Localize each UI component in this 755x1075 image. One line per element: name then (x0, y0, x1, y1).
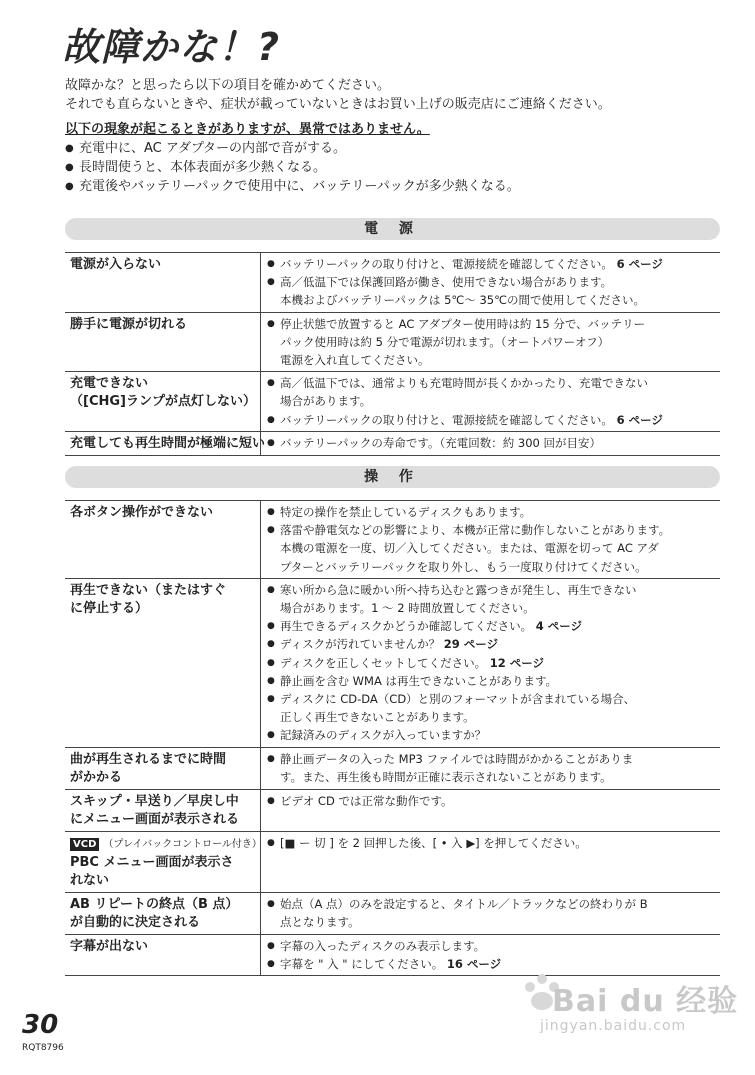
symptom-cell (65, 748, 261, 789)
remedy-text: 場合があります。 (280, 394, 372, 409)
intro-text (65, 76, 611, 114)
page-reference: 6 ページ (616, 257, 663, 271)
symptom-cell (65, 935, 261, 975)
page-reference: 12 ページ (489, 655, 545, 670)
remedy-item (267, 726, 720, 744)
remedy-text: 電源を入れ直してください。 (280, 353, 430, 368)
remedy-text: ● [■ ー 切 ] を 2 回押した後、[ • 入 ▶] を押してください。 (280, 835, 587, 850)
remedy-text: ● バッテリーパックの寿命です。（充電回数：約 300 回が目安） (280, 435, 602, 450)
table-row (65, 579, 720, 748)
remedy-item (267, 834, 720, 852)
remedy-cell (261, 501, 720, 578)
vcd-badge: VCD (70, 838, 99, 851)
remedy-item (267, 255, 720, 273)
table-row (65, 372, 720, 432)
remedy-text (280, 654, 720, 672)
symptom-text: に停止する） (70, 600, 149, 616)
symptom-cell (65, 372, 261, 431)
remedy-item (267, 315, 720, 370)
page-reference: 6 ページ (616, 412, 663, 427)
symptom-text: 勝手に電源が切れる (70, 316, 188, 332)
notice-heading: 以下の現象が起こるときがありますが、異常ではありません。 (65, 122, 430, 137)
table-row (65, 432, 720, 456)
page-reference: 4 ページ (535, 619, 583, 634)
table-row (65, 832, 720, 893)
remedy-text: パック使用時は約 5 分で電源が切れます。（オートパワーオフ） (280, 334, 610, 349)
notice-item: ● 充電中に、AC アダプターの内部で音がする。 (65, 139, 520, 158)
remedy-text (280, 255, 720, 273)
symptom-cell (65, 432, 266, 455)
remedy-item (267, 503, 720, 521)
remedy-text: 正しく再生できないことがあります。 (280, 710, 475, 725)
page-reference: 16 ページ (446, 956, 502, 971)
model-code: RQT8796 (22, 1043, 64, 1053)
remedy-item (267, 617, 720, 635)
power-troubleshoot-table (65, 252, 720, 456)
symptom-text: にメニュー画面が表示される (70, 811, 240, 827)
remedy-item (267, 672, 720, 690)
remedy-item (267, 937, 720, 955)
remedy-text: ● 字幕の入ったディスクのみ表示します。 (280, 938, 486, 953)
symptom-cell (65, 253, 261, 312)
operation-troubleshoot-table (65, 500, 720, 976)
remedy-text: 点となります。 (280, 914, 360, 929)
section-header-operation: 操 作 (65, 466, 720, 488)
table-row (65, 790, 720, 832)
remedy-text (280, 635, 720, 653)
remedy-item (267, 654, 720, 672)
notice-item: ● 長時間使うと、本体表面が多少熱くなる。 (65, 158, 520, 177)
remedy-cell (261, 372, 720, 431)
remedy-text (280, 617, 720, 635)
page-title: 故障かな！? (62, 25, 281, 69)
remedy-text (280, 411, 720, 429)
remedy-cell (261, 832, 720, 892)
remedy-line: ディスクが汚れていませんか？ (280, 637, 441, 652)
remedy-item (267, 690, 720, 726)
symptom-cell (65, 893, 261, 934)
symptom-text: が自動的に決定される (70, 914, 201, 930)
watermark-brand: Bai du 经验 (552, 984, 739, 1019)
remedy-text: ● 特定の操作を禁止しているディスクもあります。 (280, 505, 532, 519)
remedy-text: ● 落雷や静電気などの影響により、本機が正常に動作しないことがあります。 (280, 523, 671, 538)
symptom-text: れない (70, 872, 110, 888)
table-row (65, 253, 720, 313)
remedy-text: ● 高／低温下では保護回路が働き、使用できない場合があります。 (280, 275, 613, 290)
remedy-text: ● 記録済みのディスクが入っていますか？ (280, 728, 487, 743)
remedy-text: す。また、再生後も時間が正確に表示されないことがあります。 (280, 769, 612, 784)
notice-item: ● 充電後やバッテリーパックで使用中に、バッテリーパックが多少熱くなる。 (65, 177, 520, 196)
page-number: 30 (22, 1010, 59, 1040)
symptom-text: AB リピートの終点（B 点） (70, 896, 239, 912)
remedy-line: バッテリーパックの取り付けと、電源接続を確認してください。 (280, 412, 613, 427)
remedy-item (267, 635, 720, 653)
page-reference: 29 ページ (443, 637, 499, 652)
symptom-cell (65, 790, 261, 831)
table-row (65, 748, 720, 790)
intro-line: 故障かな？と思ったら以下の項目を確かめてください。 (65, 78, 391, 93)
remedy-item (267, 581, 720, 617)
remedy-text: 場合があります。1 ～ 2 時間放置してください。 (280, 601, 535, 616)
table-row (65, 501, 720, 579)
remedy-text: プターとバッテリーパックを取り外し、もう一度取り付けてください。 (280, 559, 647, 574)
remedy-text: ● 始点（A 点）のみを設定すると、タイトル／トラックなどの終わりが B (280, 896, 648, 911)
symptom-text: 字幕が出ない (70, 938, 149, 954)
remedy-cell (261, 579, 720, 747)
remedy-item (267, 434, 720, 452)
symptom-text: がかかる (70, 769, 123, 785)
symptom-text: 再生できない（またはすぐ (70, 582, 227, 598)
remedy-line: バッテリーパックの取り付けと、電源接続を確認してください。 (280, 257, 613, 271)
symptom-cell (65, 579, 261, 747)
remedy-item (267, 273, 720, 309)
symptom-text: 曲が再生されるまでに時間 (70, 751, 227, 767)
section-header-power: 電 源 (65, 218, 720, 240)
intro-line: それでも直らないときや、症状が載っていないときはお買い上げの販売店にご連絡ください。 (65, 97, 611, 112)
table-row (65, 313, 720, 373)
remedy-text: 本機の電源を一度、切／入してください。または、電源を切って AC アダ (280, 541, 659, 556)
remedy-cell (261, 313, 720, 372)
remedy-cell (261, 432, 720, 455)
watermark-url: jingyan.baidu.com (540, 1018, 687, 1034)
badge-line (70, 835, 262, 854)
remedy-item (267, 411, 720, 429)
remedy-text: 本機およびバッテリーパックは 5℃～ 35℃の間で使用してください。 (280, 293, 646, 308)
symptom-text: 電源が入らない (70, 257, 162, 272)
symptom-cell (65, 832, 261, 892)
remedy-text: ● 高／低温下では、通常よりも充電時間が長くかかったり、充電できない (280, 376, 648, 391)
remedy-item (267, 792, 720, 810)
remedy-item (267, 895, 720, 931)
remedy-line: ディスクを正しくセットしてください。 (280, 655, 487, 670)
symptom-text: （[CHG]ランプが点灯しない） (70, 394, 256, 410)
symptom-cell (65, 313, 261, 372)
symptom-text: 各ボタン操作ができない (70, 505, 214, 520)
remedy-line: 字幕を " 入 " にしてください。 (280, 956, 444, 971)
symptom-text: 充電できない (70, 376, 149, 392)
table-row (65, 893, 720, 935)
symptom-cell (65, 501, 261, 578)
symptom-text: スキップ・早送り／早戻し中 (70, 793, 239, 809)
remedy-item (267, 374, 720, 410)
remedy-text: ● 寒い所から急に暖かい所へ持ち込むと露つきが発生し、再生できない (280, 582, 637, 597)
remedy-cell (261, 790, 720, 831)
badge-note: （プレイバックコントロール付き） (103, 838, 262, 850)
remedy-cell (261, 253, 720, 312)
symptom-text: 充電しても再生時間が極端に短い (70, 435, 266, 451)
notice-block (65, 120, 520, 196)
remedy-item (267, 750, 720, 786)
remedy-cell (261, 893, 720, 934)
remedy-text: ● 停止状態で放置すると AC アダプター使用時は約 15 分で、バッテリー (280, 316, 646, 331)
remedy-text: ● ディスクに CD-DA（CD）と別のフォーマットが含まれている場合、 (280, 692, 636, 707)
remedy-line: 再生できるディスクかどうか確認してください。 (280, 619, 533, 634)
remedy-text: ● ビデオ CD では正常な動作です。 (280, 793, 453, 808)
remedy-cell (261, 748, 720, 789)
remedy-text: ● 静止画データの入った MP3 ファイルでは時間がかかることがありま (280, 751, 634, 766)
remedy-item (267, 521, 720, 576)
remedy-text: ● 静止画を含む WMA は再生できないことがあります。 (280, 673, 558, 688)
symptom-text: PBC メニュー画面が表示さ (70, 854, 234, 870)
